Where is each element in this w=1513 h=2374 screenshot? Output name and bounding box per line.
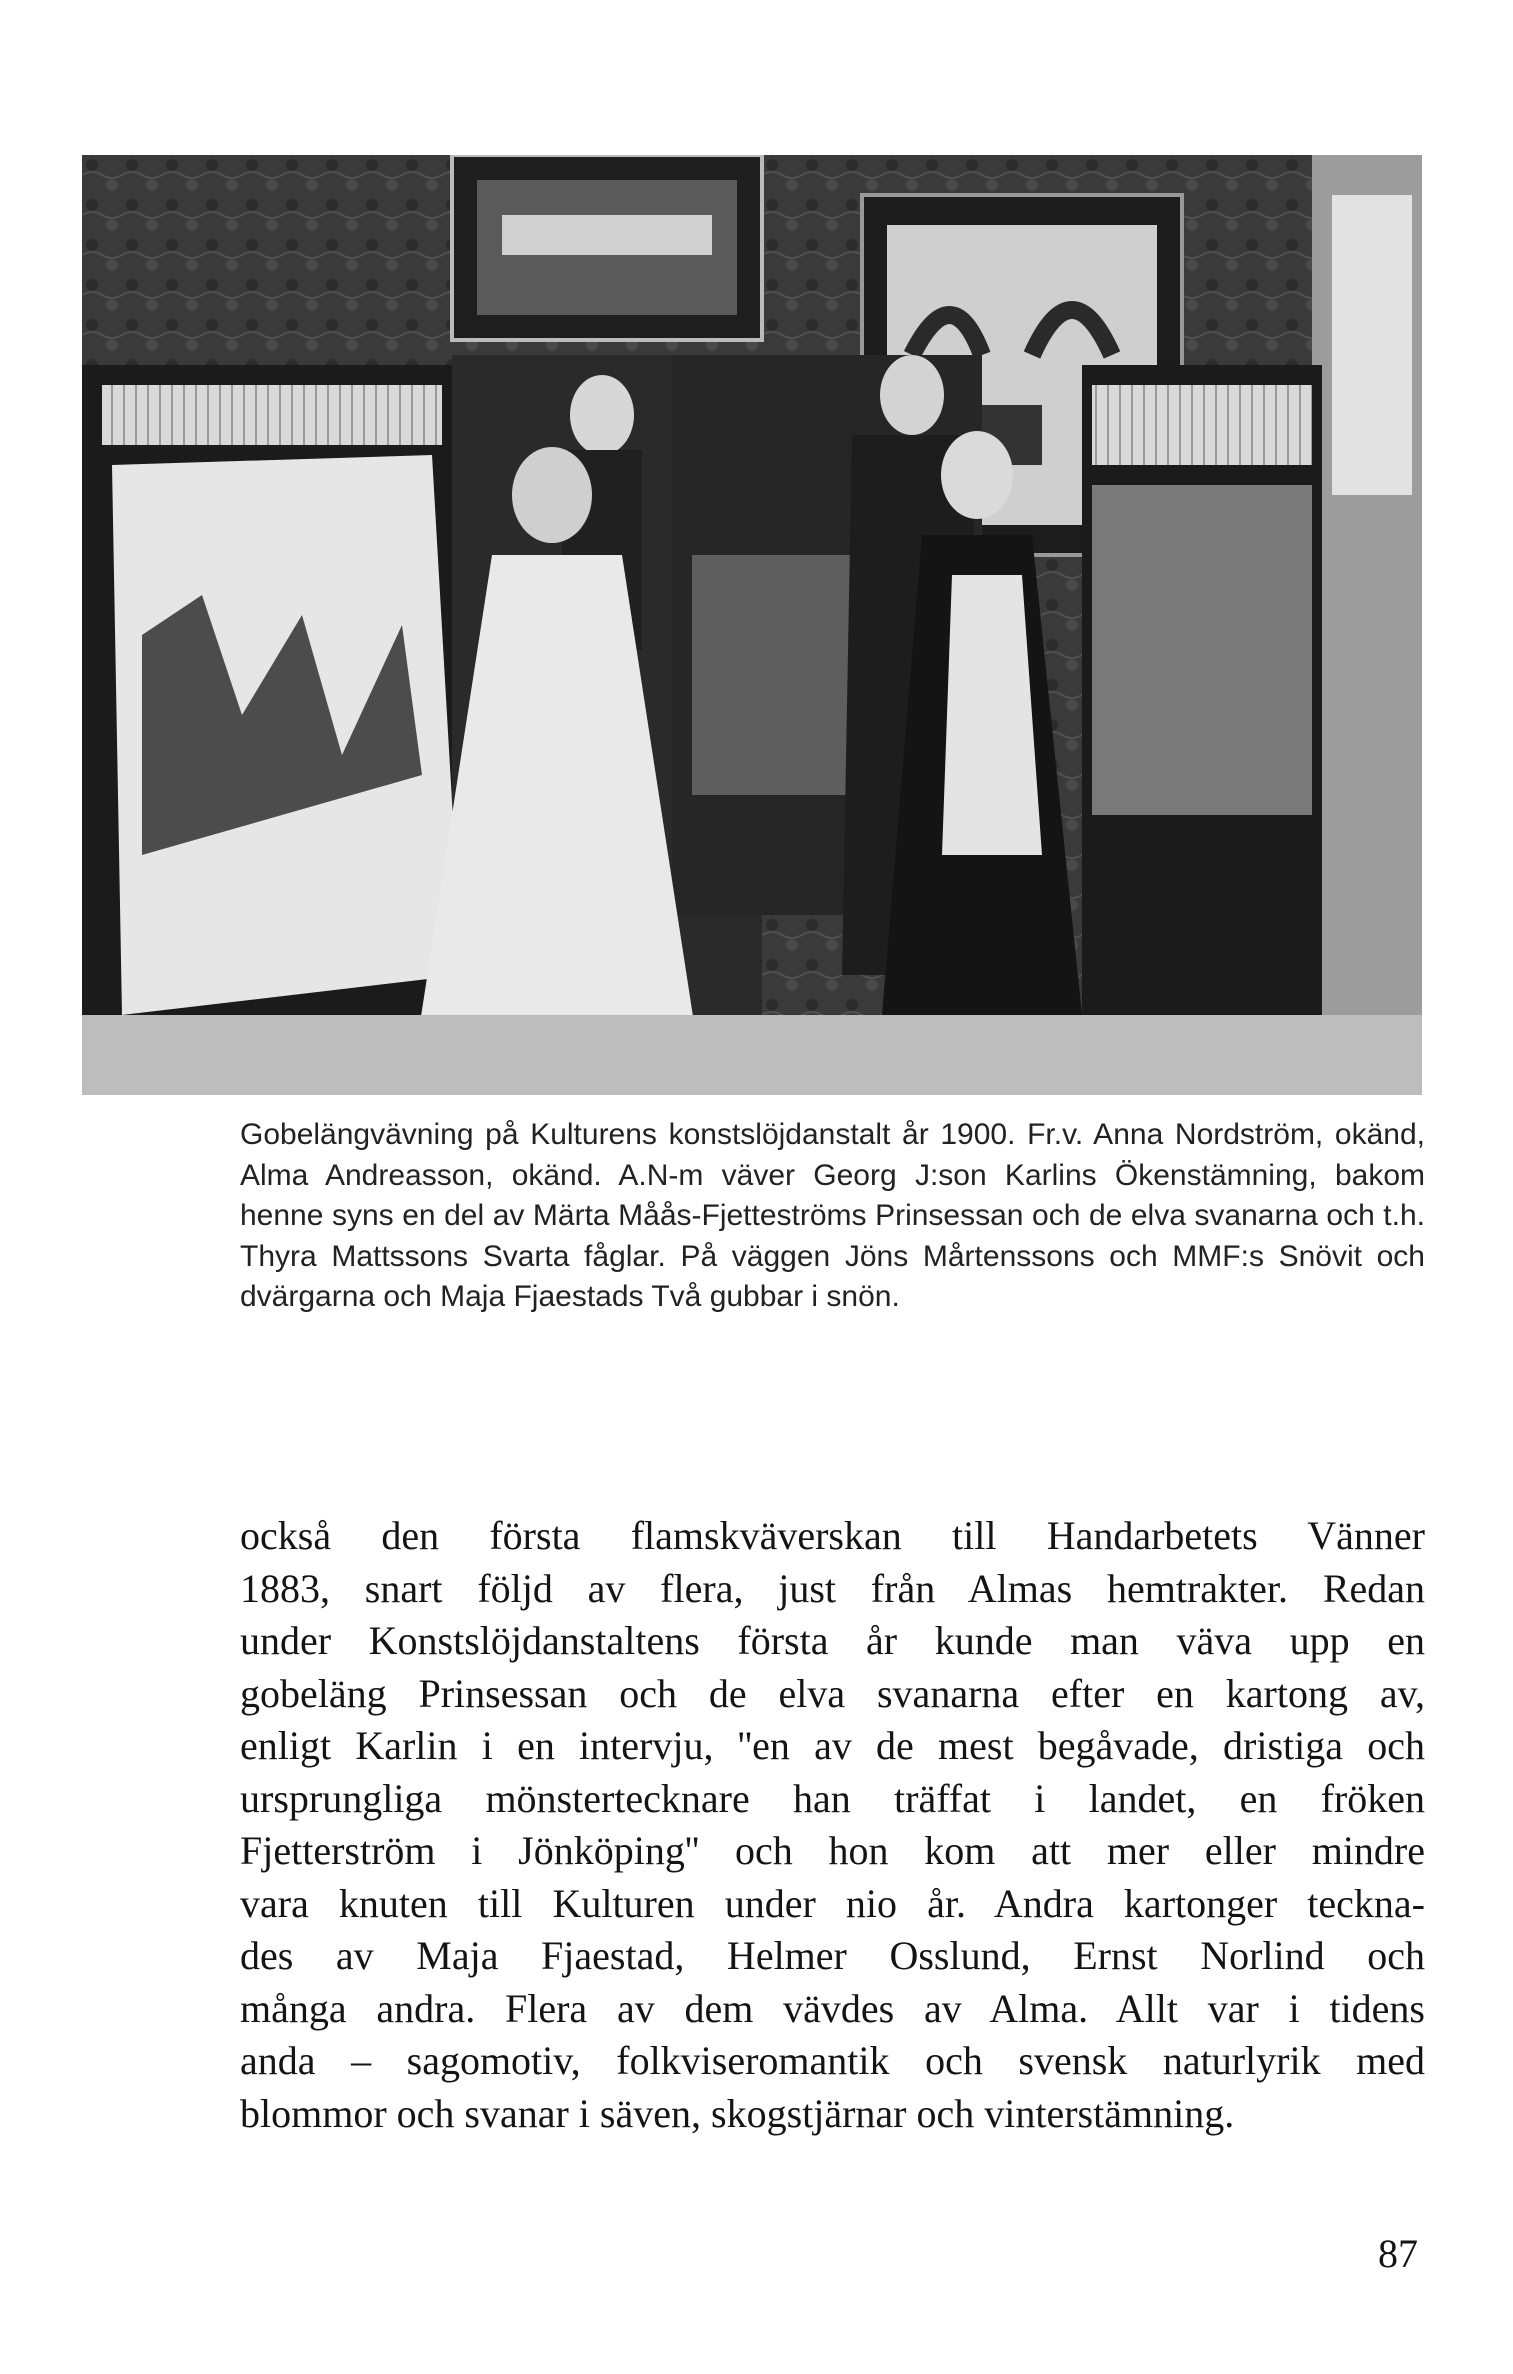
body-line: enligt Karlin i en intervju, ''en av de mest begåvade, dristiga och <box>240 1723 1425 1768</box>
body-line: också den första flamskväverskan till Handarbetets Vänner <box>240 1513 1425 1558</box>
body-line: anda – sagomotiv, folkviseromantik och svensk naturlyrik med <box>240 2038 1425 2083</box>
body-line: blommor och svanar i säven, skogstjärnar och vinterstämning. <box>240 2090 1235 2136</box>
body-line: under Konstslöjdanstaltens första år kunde man väva upp en <box>240 1618 1425 1663</box>
photo-caption <box>240 1115 1425 1318</box>
body-paragraph <box>240 1510 1425 2140</box>
page-number: 87 <box>1378 2231 1418 2276</box>
body-line: ursprungliga mönstertecknare han träffat i landet, en fröken <box>240 1775 1425 1821</box>
body-line: 1883, snart följd av flera, just från Almas hemtrakter. Redan <box>240 1565 1425 1611</box>
caption-text: Gobelängvävning på Kulturens konstslöjdanstalt år 1900. Fr.v. Anna Nordström, okänd, Alma Andreasson, okänd. A.N-m väver Georg J:son Karlins Ökenstämning, bakom henne syns en del av Märta Måås-Fjetteströms Prinsessan och de elva svanarna och t.h. Thyra Mattssons Svarta fåglar. På väggen Jöns Mårtenssons och MMF:s Snövit och dvärgarna och Maja Fjaestads Två gubbar i snön. <box>240 1118 1425 1313</box>
body-line: des av Maja Fjaestad, Helmer Osslund, Ernst Norlind och <box>240 1933 1425 1978</box>
photo-illustration <box>82 155 1422 1095</box>
body-line: många andra. Flera av dem vävdes av Alma. Allt var i tidens <box>240 1985 1425 2031</box>
body-line: gobeläng Prinsessan och de elva svanarna efter en kartong av, <box>240 1670 1425 1716</box>
workshop-photograph <box>82 155 1422 1095</box>
body-line: vara knuten till Kulturen under nio år. Andra kartonger teckna- <box>240 1880 1425 1926</box>
body-line: Fjetterström i Jönköping'' och hon kom att mer eller mindre <box>240 1828 1425 1873</box>
